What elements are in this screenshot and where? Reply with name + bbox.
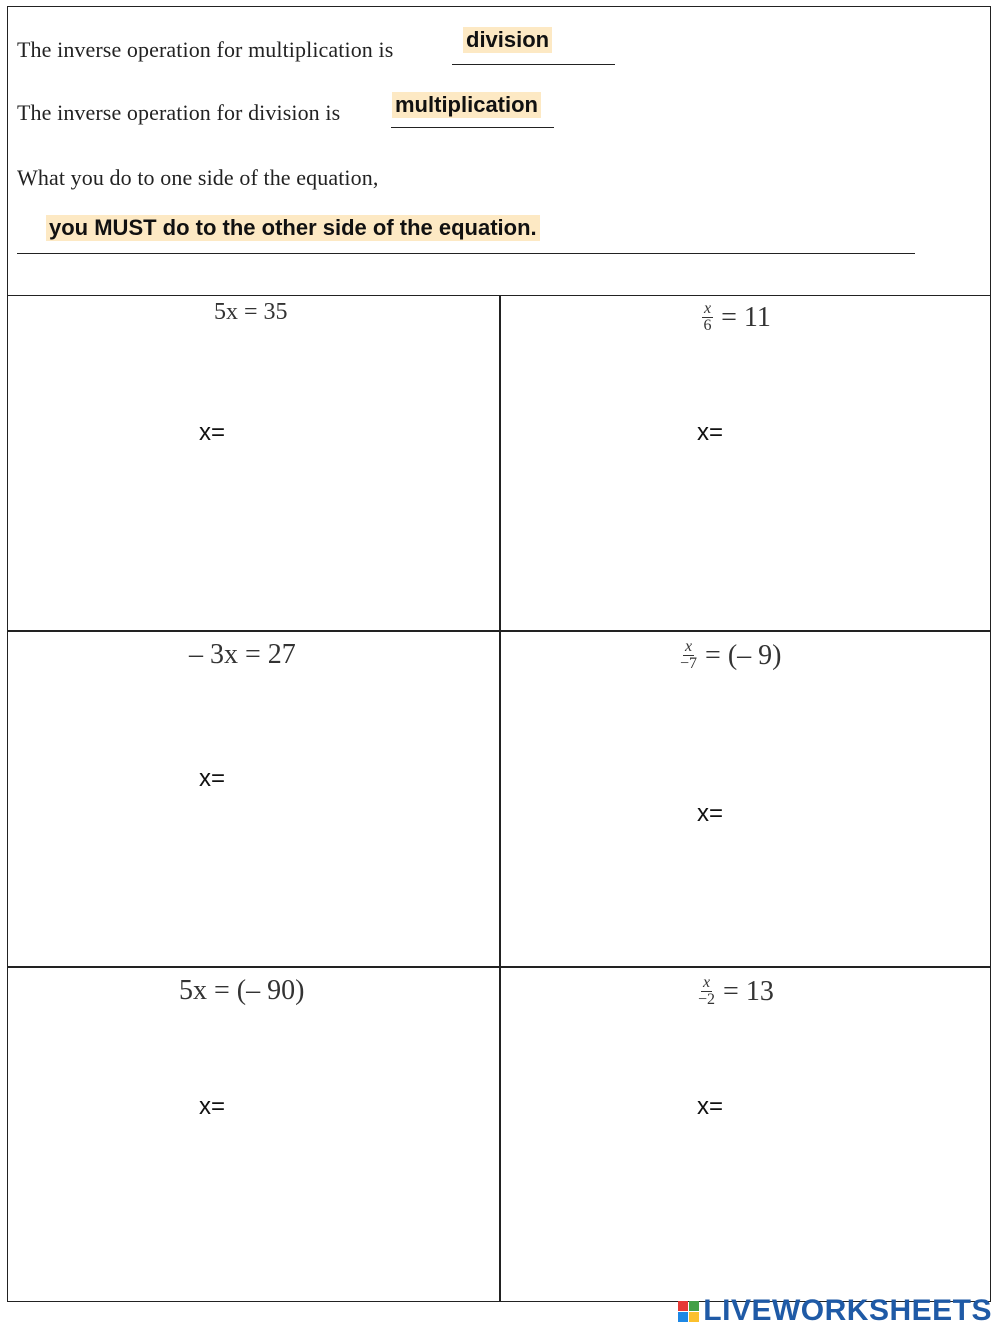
logo-blocks-icon [678,1301,699,1322]
question-3-answer[interactable]: you MUST do to the other side of the equation. [46,215,540,241]
problem-3-equation [189,639,296,671]
problem-4-denominator: −7 [680,655,698,672]
problem-5-answer-input[interactable] [236,1089,420,1125]
problem-4-numerator: x [684,638,693,655]
problem-2-rhs: = 11 [721,301,771,333]
logo-block-yellow [689,1312,699,1322]
question-1-text: The inverse operation for multiplication is [17,37,394,62]
problem-3-lhs: – 3x = 27 [189,639,296,670]
problems-grid [8,295,990,1301]
problem-5-equation [179,975,304,1007]
question-3-blank-line [17,253,915,254]
liveworksheets-logo [678,1294,992,1328]
logo-block-green [689,1301,699,1311]
problem-1-x-label: x= [199,419,226,446]
logo-block-blue [678,1312,688,1322]
problem-4-fraction [680,639,697,672]
problem-4-answer-input[interactable] [734,796,918,832]
problem-4-rhs: = (– 9) [705,639,782,671]
problem-6-answer-input[interactable] [734,1089,918,1125]
question-1-answer[interactable]: division [463,27,552,53]
question-1-blank-line [452,64,615,65]
logo-text: LIVEWORKSHEETS [703,1294,992,1327]
problem-6-x-label: x= [697,1093,724,1120]
problem-6-rhs: = 13 [723,975,774,1007]
worksheet [7,6,991,1302]
problem-6-numerator: x [702,974,711,991]
question-3-text: What you do to one side of the equation, [17,165,379,190]
logo-block-red [678,1301,688,1311]
problem-6-denominator: −2 [698,991,716,1008]
problem-5-lhs: 5x = (– 90) [179,975,305,1006]
problem-6-equation [698,975,774,1008]
problem-1-equation [214,299,288,326]
problem-3-answer-input[interactable] [236,761,420,797]
problem-1-answer-input[interactable] [236,415,420,451]
problem-2-equation [702,301,771,334]
problem-1-lhs: 5x = 35 [214,299,288,325]
problem-3-x-label: x= [199,765,226,792]
problem-6-fraction [698,975,715,1008]
problem-2-fraction [702,301,713,334]
problem-2-x-label: x= [697,419,724,446]
definitions-section [8,7,990,296]
problem-2-denominator: 6 [703,317,712,334]
grid-row-divider-2 [8,966,990,968]
problem-5-x-label: x= [199,1093,226,1120]
problem-4-equation [680,639,781,672]
problem-4-x-label: x= [697,800,724,827]
grid-row-divider-1 [8,630,990,632]
question-2-answer[interactable]: multiplication [392,92,541,118]
grid-vertical-divider [499,295,501,1301]
problem-2-numerator: x [704,300,712,317]
question-2-blank-line [391,127,554,128]
question-2-text: The inverse operation for division is [17,100,341,125]
problem-2-answer-input[interactable] [734,415,918,451]
